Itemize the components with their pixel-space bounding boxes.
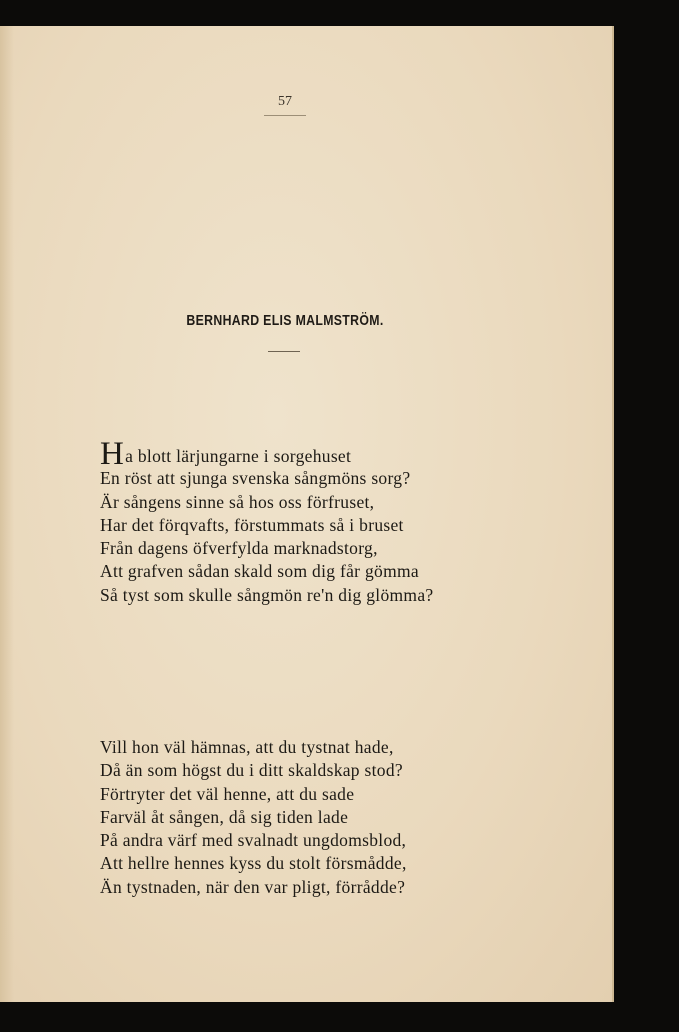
stanza-2 bbox=[100, 736, 407, 899]
poem-line: Att hellre hennes kyss du stolt försmådde, bbox=[100, 853, 407, 874]
page-number-rule bbox=[264, 115, 306, 116]
poem-line: En röst att sjunga svenska sångmöns sorg? bbox=[100, 468, 411, 489]
poem-line: På andra värf med svalnadt ungdomsblod, bbox=[100, 830, 407, 851]
poem-line: Vill hon väl hämnas, att du tystnat hade, bbox=[100, 737, 394, 757]
author-heading: BERNHARD ELIS MALMSTRÖM. bbox=[186, 312, 384, 329]
poem-line bbox=[100, 436, 433, 472]
page-edge-shadow bbox=[0, 26, 14, 1002]
book-page bbox=[0, 26, 614, 1002]
poem-line: Då än som högst du i ditt skaldskap stod? bbox=[100, 760, 403, 781]
poem-line: Farväl åt sången, då sig tiden lade bbox=[100, 806, 349, 827]
stanza-1 bbox=[100, 436, 434, 607]
poem-line: Att grafven sådan skald som dig får gömma bbox=[100, 561, 419, 582]
poem-line: Är sångens sinne så hos oss förfruset, bbox=[100, 491, 375, 512]
poem-line: Än tystnaden, när den var pligt, förrådde? bbox=[100, 876, 406, 897]
page-number: 57 bbox=[278, 94, 292, 109]
drop-cap: H bbox=[100, 436, 125, 472]
poem-line: Så tyst som skulle sångmön re'n dig glömma? bbox=[100, 584, 434, 605]
heading-divider bbox=[268, 351, 300, 352]
poem-line: Från dagens öfverfylda marknadstorg, bbox=[100, 538, 378, 559]
poem-line-text: a blott lärjungarne i sorgehuset bbox=[125, 446, 352, 466]
poem-line: Har det förqvafts, förstummats så i bruset bbox=[100, 514, 404, 535]
poem-line: Förtryter det väl henne, att du sade bbox=[100, 783, 355, 804]
